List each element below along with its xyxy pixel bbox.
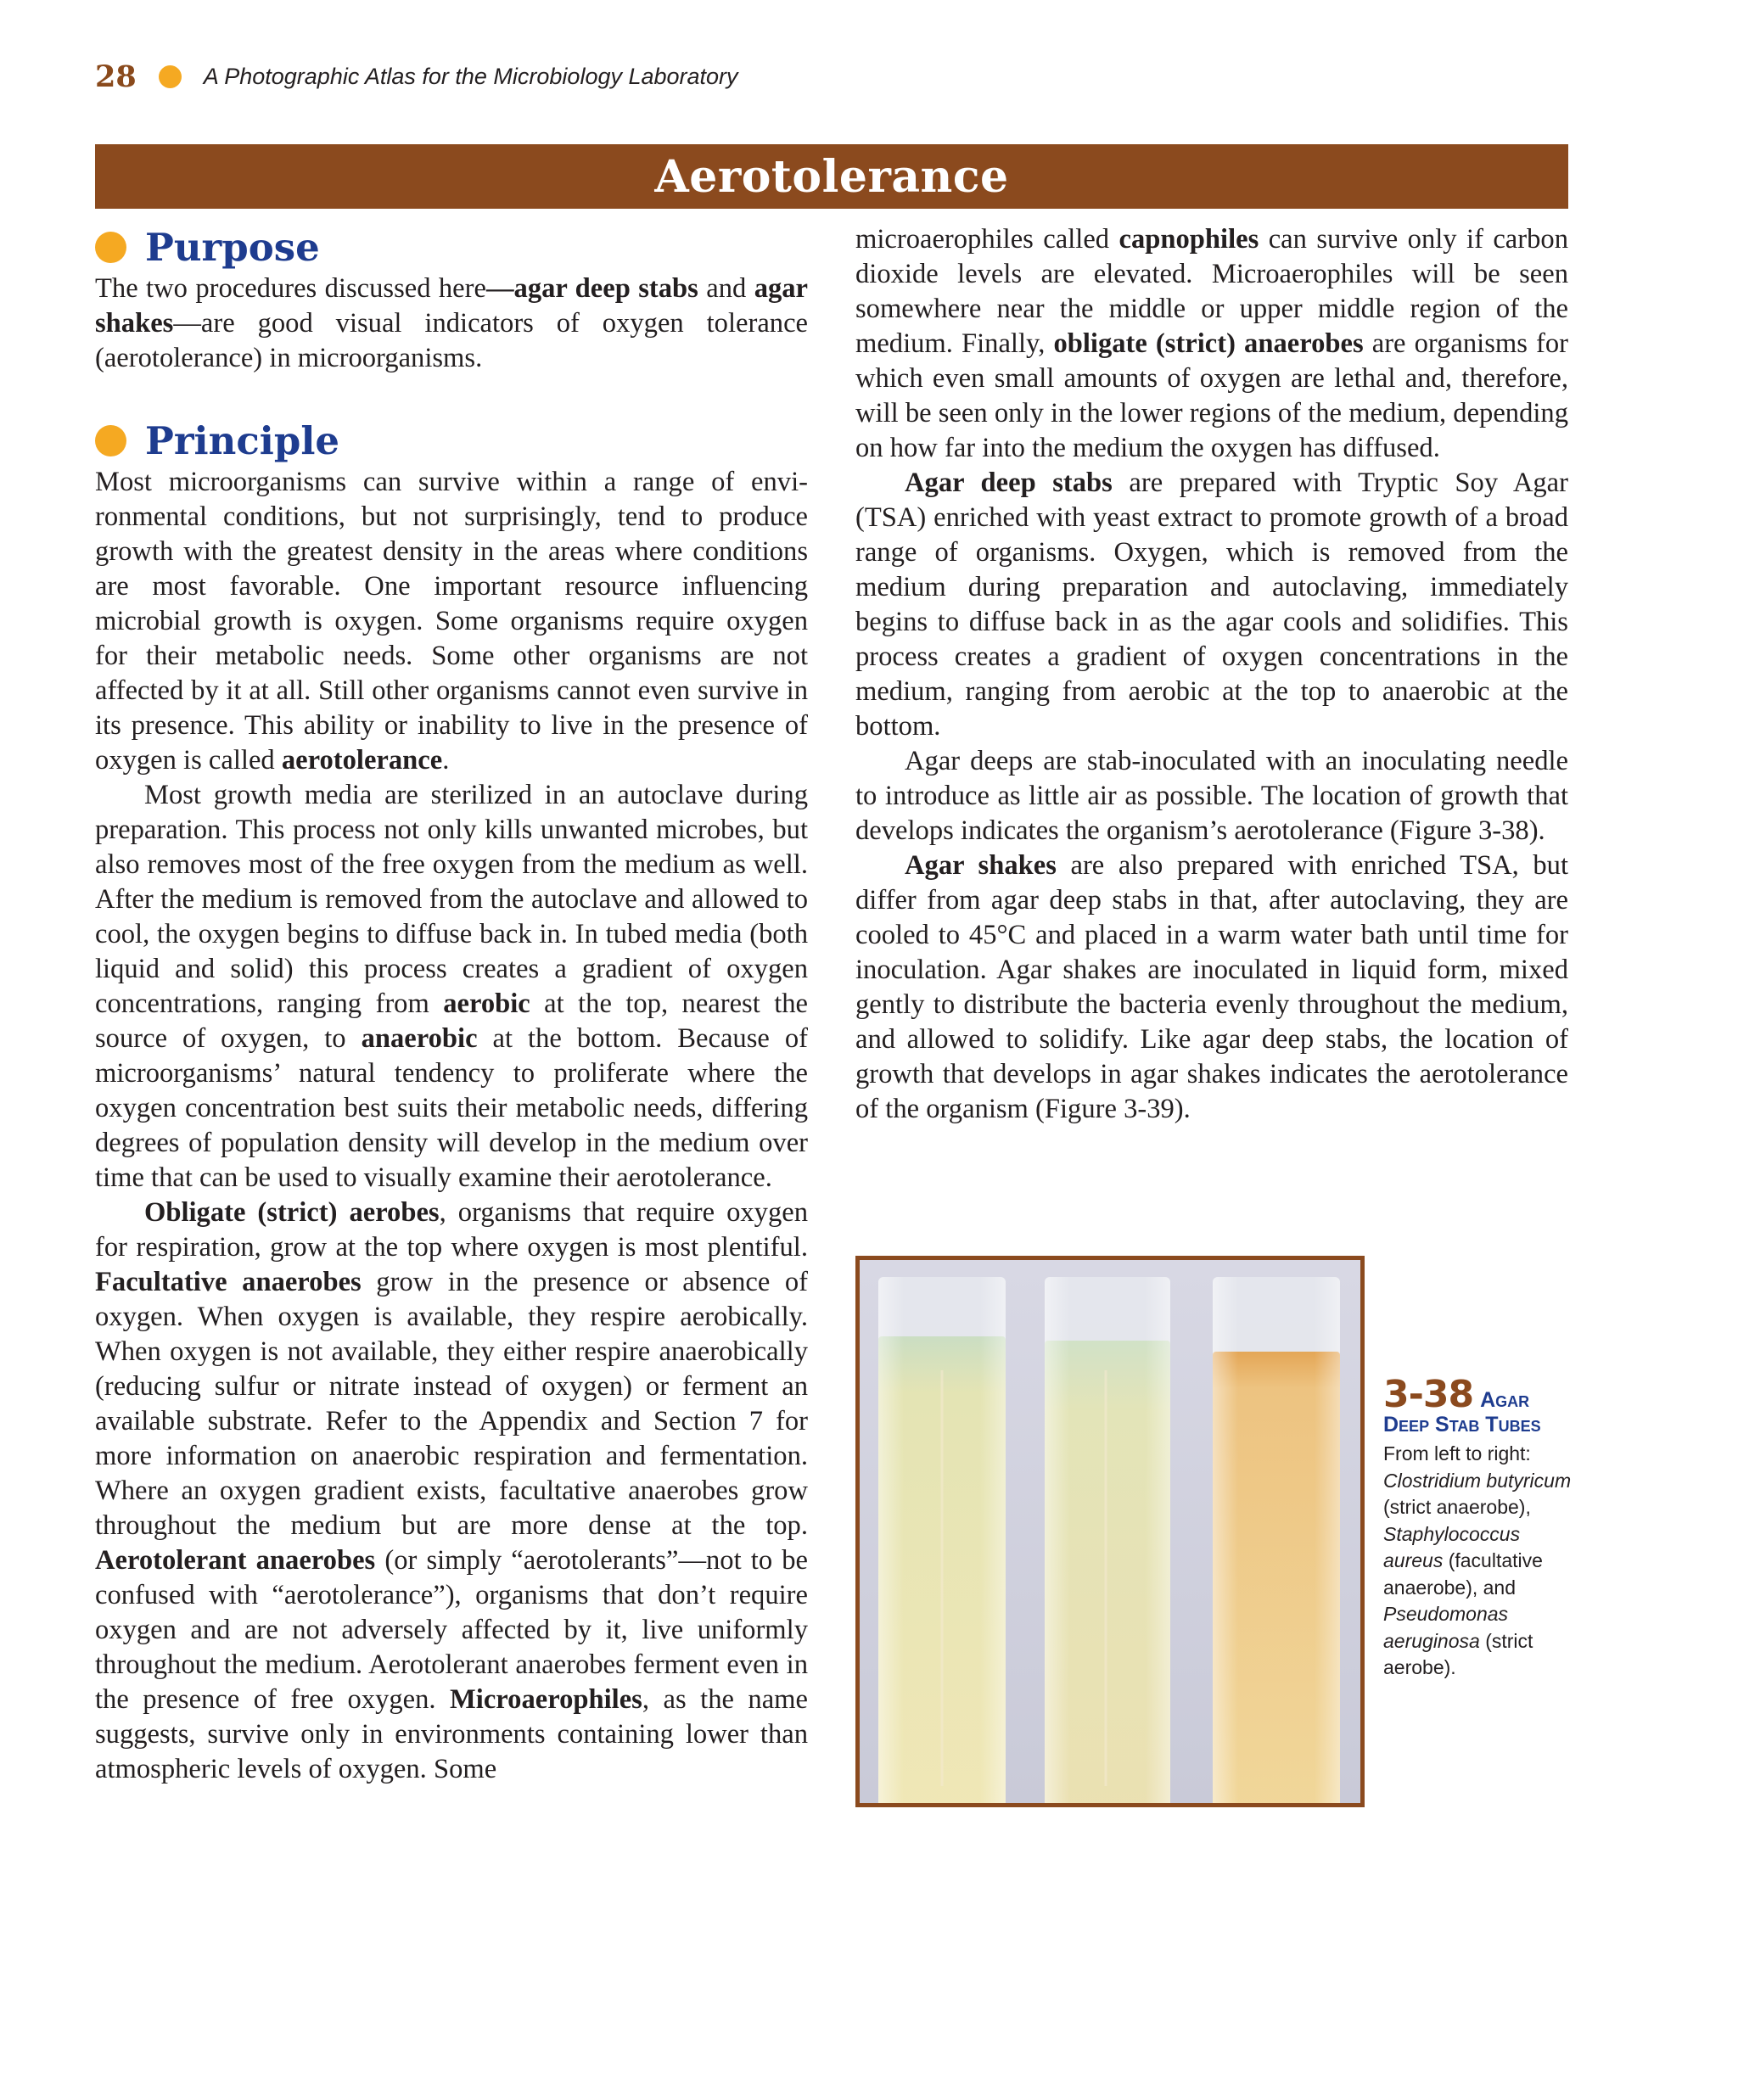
- principle-paragraph-1: Most microorganisms can survive within a range of environmental conditions, but not surprisingly, tend to produce growth with the greatest density in the areas where conditions are most favorable. One important resource influencing microbial growth is oxygen. Some organisms require oxygen for their metabolic needs. Some other organisms are not affected by it at all. Still other organisms cannot even survive in its presence. This ability or inability to live in the presence of oxygen is called aerotolerance.: [95, 467, 808, 776]
- figure-caption: [1383, 1373, 1578, 1682]
- purpose-heading: [95, 222, 808, 272]
- purpose-heading-text: Purpose: [145, 224, 320, 270]
- figure-title-line1: Agar: [1480, 1388, 1530, 1412]
- principle-paragraph-4: Agar deep stabs are prepared with Tryptic Soy Agar (TSA) enriched with yeast extract to promote growth of a broad range of organisms. Oxygen, which is removed from the medium during preparation and autoclaving, immediately begins to diffuse back in as the agar cools and solidifies. This process creates a gradient of oxygen concentrations in the medium, ranging from aerobic at the top to anaerobic at the bottom.: [855, 468, 1568, 742]
- principle-paragraph-3-continued: microaerophiles called capnophiles can survive only if carbon dioxide levels are elevated. Microaerophiles will be seen somewhere near the middle or upper middle region of the medium. Finally, obligate (strict) anaerobes are organisms for which even small amounts of oxygen are lethal and, therefore, will be seen only in the lower regions of the medium, depending on how far into the medium the oxygen has diffused.: [855, 224, 1568, 463]
- principle-paragraph-3: Obligate (strict) aerobes, organisms that require oxygen for respiration, grow at the top where oxygen is most plentiful. Facultative anaerobes grow in the presence or absence of oxygen. When oxygen is available, they respire aerobically. When oxygen is not available, they either respire anaerobically (reducing sulfur or nitrate instead of oxygen) or ferment an available substrate. Refer to the Appendix and Section 7 for more information on anaerobic respiration and fermentation. Where an oxygen gradient exists, facultative anaerobes grow throughout the medium but are more dense at the top. Aerotolerant anaerobes (or simply “aerotolerants”—not to be confused with “aerotolerance”), organisms that don’t require oxygen and are not adversely affected by it, live uniformly throughout the medium. Aerotolerant anaerobes ferment even in the presence of free oxygen. Microaerophiles, as the name suggests, survive only in environments containing lower than atmospheric levels of oxygen. Some: [95, 1197, 808, 1784]
- figure-photo-agar-tubes: [855, 1256, 1365, 1807]
- principle-paragraph-2: Most growth media are sterilized in an autoclave during preparation. This process not only kills unwanted microbes, but also removes most of the free oxygen from the medium as well. After the medium is removed from the autoclave and allowed to cool, the oxygen begins to diffuse back in. In tubed media (both liquid and solid) this process creates a gradient of oxygen concentrations, ranging from aerobic at the top, nearest the source of oxygen, to anaerobic at the bottom. Because of microorganisms’ natural tendency to proliferate where the oxygen concentration best suits their metabolic needs, differing degrees of population density will develop in the medium over time that can be used to visually examine their aerotolerance.: [95, 780, 808, 1193]
- bullet-dot-icon: [95, 425, 126, 456]
- principle-heading-text: Principle: [145, 417, 340, 463]
- principle-paragraph-6: Agar shakes are also prepared with enriched TSA, but differ from agar deep stabs in that, after autoclaving, they are cooled to 45°C and placed in a warm water bath until time for inoculation. Agar shakes are inoculated in liquid form, mixed gently to distribute the bacteria evenly throughout the medium, and allowed to solidify. Like agar deep stabs, the location of growth that develops in agar shakes indicates the aerotolerance of the organism (Figure 3-39).: [855, 850, 1568, 1124]
- running-head: [95, 56, 738, 97]
- principle-paragraph-5: Agar deeps are stab-inoculated with an inoculating needle to introduce as little air as possible. The location of growth that develops indicates the organism’s aerotolerance (Figure 3-38).: [855, 746, 1568, 846]
- book-title: A Photographic Atlas for the Microbiology Laboratory: [203, 63, 738, 89]
- bullet-dot-icon: [159, 65, 182, 88]
- bullet-dot-icon: [95, 232, 126, 263]
- chapter-title-band: [95, 144, 1568, 209]
- principle-heading: [95, 416, 808, 465]
- left-column: [95, 222, 808, 1787]
- figure-title-line2: Deep Stab Tubes: [1383, 1413, 1541, 1436]
- right-column: [855, 222, 1568, 1127]
- purpose-paragraph: The two procedures discussed here—agar deep stabs and agar shakes—are good visual indicators of oxygen tolerance (aerotolerance) in microorganisms.: [95, 273, 809, 373]
- page-number: 28: [95, 59, 137, 94]
- figure-caption-text: From left to right: Clostridium butyricum (strict anaerobe), Staphylococcus aureus (facultative anaerobe), and Pseudomonas aeruginosa (strict aerobe).: [1383, 1442, 1572, 1678]
- page-title: Aerotolerance: [654, 150, 1009, 203]
- figure-number: 3-38: [1383, 1373, 1474, 1416]
- agar-tubes-photo: [860, 1260, 1360, 1803]
